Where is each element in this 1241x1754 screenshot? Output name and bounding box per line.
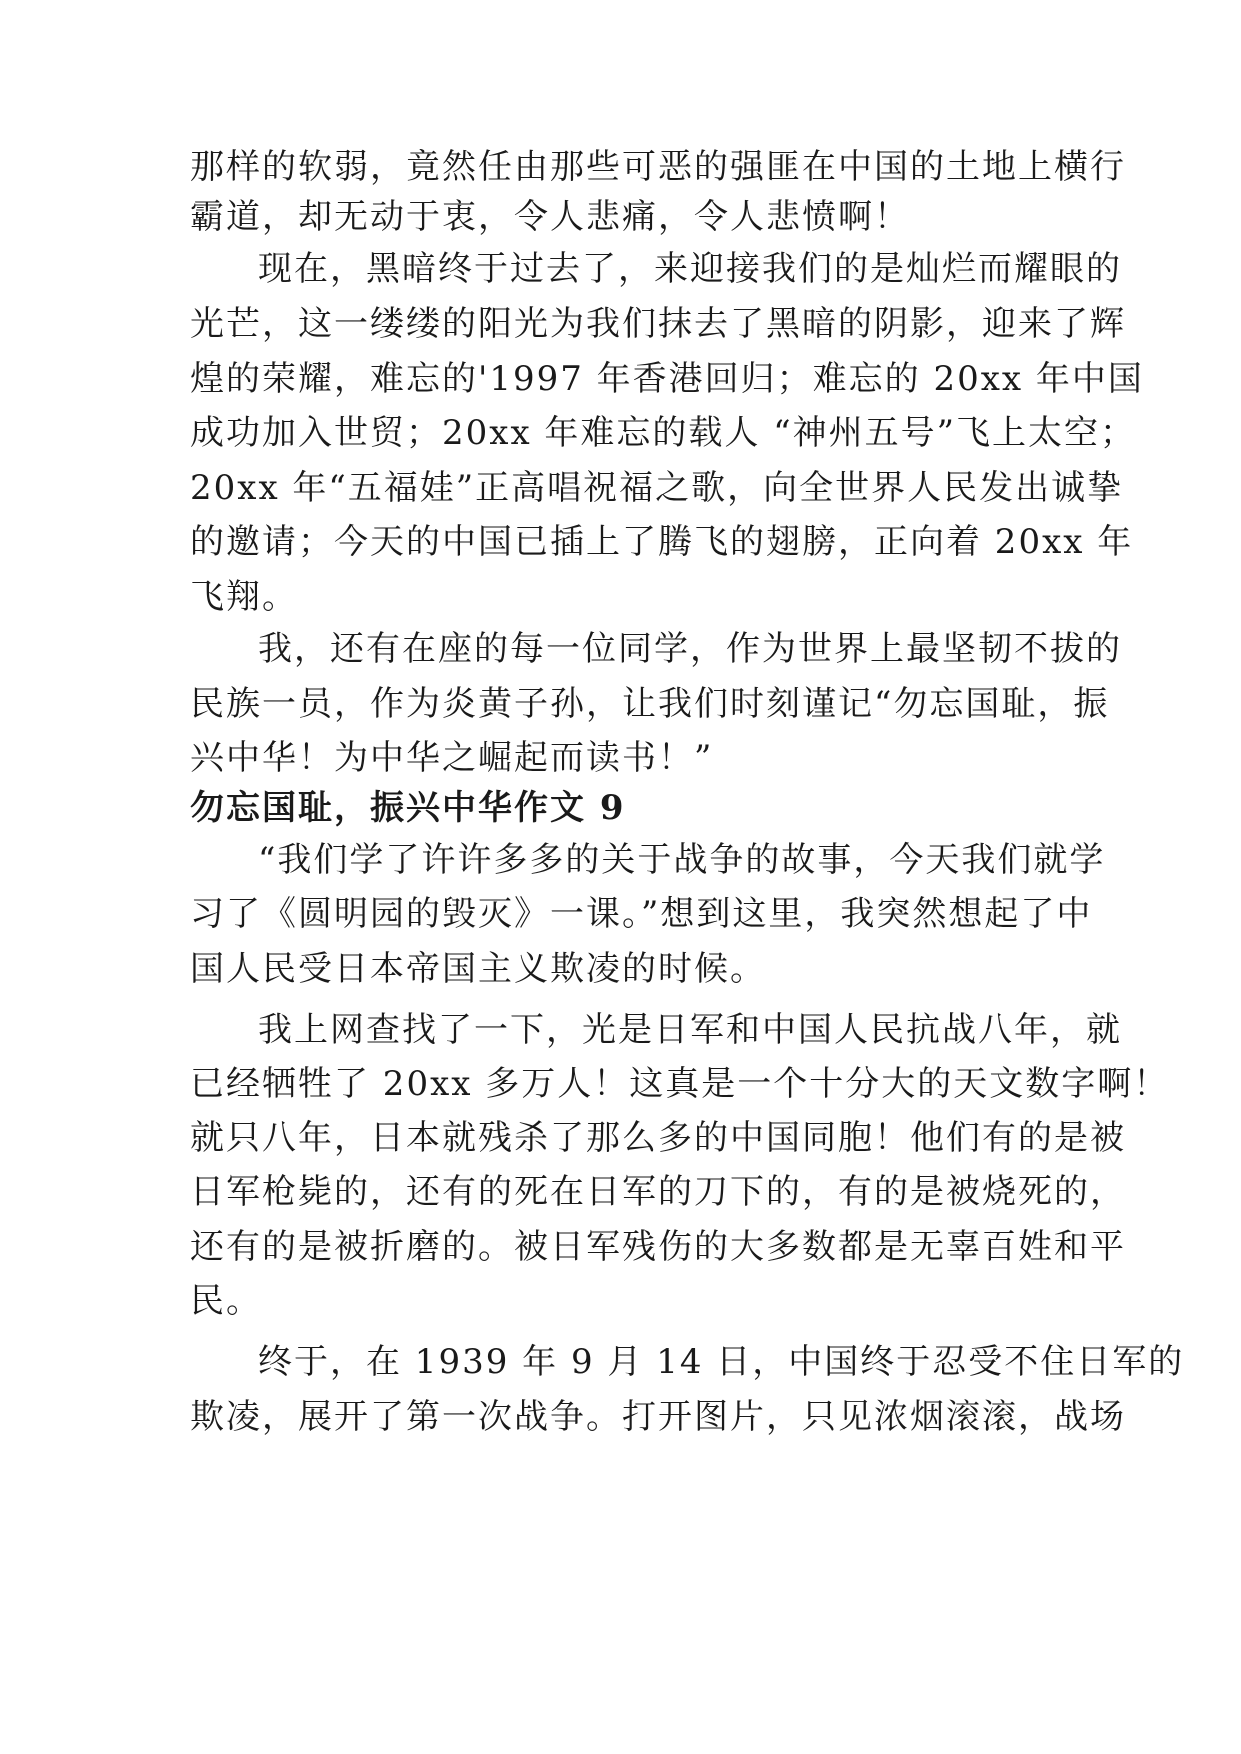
paragraph-line: 国人民受日本帝国主义欺凌的时候。 (190, 949, 766, 989)
paragraph-line: 那样的软弱，竟然任由那些可恶的强匪在中国的土地上横行 (190, 147, 1126, 187)
paragraph-line: 我上网查找了一下，光是日军和中国人民抗战八年，就 (258, 1010, 1122, 1050)
paragraph-line: 日军枪毙的，还有的死在日军的刀下的，有的是被烧死的， (190, 1172, 1126, 1212)
paragraph-line: 光芒，这一缕缕的阳光为我们抹去了黑暗的阴影，迎来了辉 (190, 304, 1126, 344)
paragraph-line: 现在，黑暗终于过去了，来迎接我们的是灿烂而耀眼的 (258, 249, 1122, 289)
paragraph-line: 终于，在 1939 年 9 月 14 日，中国终于忍受不住日军的 (258, 1342, 1185, 1382)
paragraph-line: 飞翔。 (190, 577, 298, 617)
paragraph-line: 就只八年，日本就残杀了那么多的中国同胞！他们有的是被 (190, 1118, 1126, 1158)
paragraph-line: 的邀请；今天的中国已插上了腾飞的翅膀，正向着 20xx 年 (190, 522, 1134, 562)
paragraph-line: 民族一员，作为炎黄子孙，让我们时刻谨记“勿忘国耻，振 (190, 684, 1110, 724)
paragraph-line: 我，还有在座的每一位同学，作为世界上最坚韧不拔的 (258, 629, 1122, 669)
paragraph-line: 习了《圆明园的毁灭》一课。”想到这里，我突然想起了中 (190, 894, 1093, 934)
paragraph-line: 20xx 年“五福娃”正高唱祝福之歌，向全世界人民发出诚挚 (190, 468, 1124, 508)
paragraph-line: 兴中华！为中华之崛起而读书！” (190, 738, 714, 778)
paragraph-line: 民。 (190, 1281, 262, 1321)
paragraph-line: 欺凌，展开了第一次战争。打开图片，只见浓烟滚滚，战场 (190, 1397, 1126, 1437)
paragraph-line: 还有的是被折磨的。被日军残伤的大多数都是无辜百姓和平 (190, 1227, 1126, 1267)
paragraph-line: “我们学了许许多多的关于战争的故事，今天我们就学 (258, 840, 1106, 880)
section-title: 勿忘国耻，振兴中华作文 9 (190, 788, 626, 828)
paragraph-line: 已经牺牲了 20xx 多万人！这真是一个十分大的天文数字啊！ (190, 1064, 1170, 1104)
paragraph-line: 霸道，却无动于衷，令人悲痛，令人悲愤啊！ (190, 197, 910, 237)
paragraph-line: 煌的荣耀，难忘的'1997 年香港回归；难忘的 20xx 年中国 (190, 359, 1144, 399)
paragraph-line: 成功加入世贸；20xx 年难忘的载人 “神州五号”飞上太空； (190, 413, 1136, 453)
